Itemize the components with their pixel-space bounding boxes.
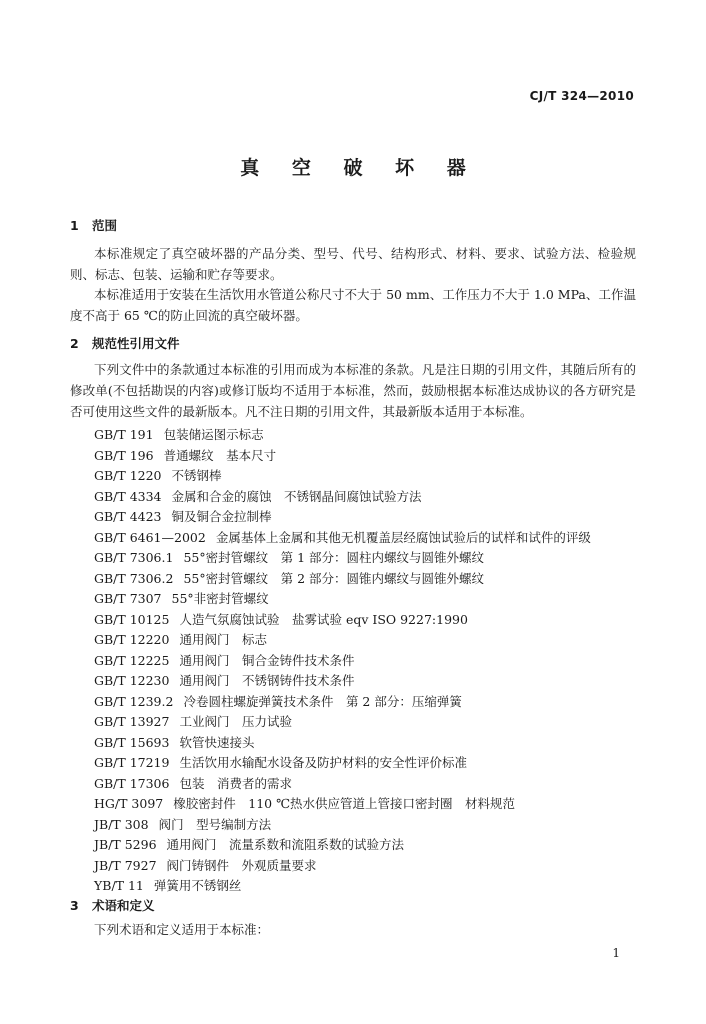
- reference-title: 55°密封管螺纹 第 1 部分：圆柱内螺纹与圆锥外螺纹: [183, 550, 484, 565]
- reference-title: 普通螺纹 基本尺寸: [163, 447, 277, 463]
- reference-item: [94, 446, 591, 467]
- reference-title: 55°密封管螺纹 第 2 部分：圆锥内螺纹与圆锥外螺纹: [183, 570, 484, 586]
- section-title: 范围: [92, 218, 118, 233]
- reference-title: 铜及铜合金拉制棒: [171, 509, 272, 524]
- reference-item: [94, 569, 591, 590]
- reference-code: GB/T 13927: [94, 714, 170, 729]
- section-1-heading: [70, 216, 117, 234]
- section-2-heading: [70, 334, 180, 352]
- reference-code: JB/T 308: [94, 816, 149, 832]
- reference-code: YB/T 11: [94, 878, 144, 893]
- reference-code: GB/T 12230: [94, 673, 170, 688]
- reference-code: GB/T 7306.1: [94, 550, 174, 565]
- reference-title: 包装储运图示标志: [163, 427, 264, 442]
- reference-code: GB/T 1239.2: [94, 693, 174, 709]
- section-title: 规范性引用文件: [92, 336, 180, 351]
- reference-item: [94, 671, 591, 692]
- reference-code: GB/T 17219: [94, 755, 170, 770]
- reference-code: GB/T 6461—2002: [94, 529, 206, 545]
- section-title: 术语和定义: [92, 898, 155, 913]
- section-2-paragraph-1: 下列文件中的条款通过本标准的引用而成为本标准的条款。凡是注日期的引用文件，其随后所有的修改单(不包括勘误的内容)或修订版均不适用于本标准，然而，鼓励根据本标准达成协议的各方研究是否可使用这些文件的最新版本。凡不注日期的引用文件，其最新版本适用于本标准。: [70, 362, 636, 419]
- reference-code: GB/T 15693: [94, 734, 170, 750]
- reference-title: 通用阀门 铜合金铸件技术条件: [179, 652, 355, 668]
- reference-code: GB/T 12220: [94, 632, 170, 647]
- reference-title: 包装 消费者的需求: [179, 775, 292, 791]
- reference-item: [94, 774, 591, 795]
- reference-code: GB/T 4334: [94, 488, 162, 504]
- reference-code: GB/T 7307: [94, 591, 162, 606]
- reference-code: GB/T 1220: [94, 468, 162, 483]
- reference-code: JB/T 7927: [94, 857, 157, 873]
- reference-item: [94, 753, 591, 774]
- reference-item: [94, 610, 591, 631]
- reference-item: [94, 876, 591, 897]
- reference-code: GB/T 12225: [94, 652, 170, 668]
- reference-item: [94, 425, 591, 446]
- reference-item: [94, 692, 591, 713]
- reference-item: [94, 733, 591, 754]
- reference-code: HG/T 3097: [94, 796, 164, 811]
- reference-title: 金属基体上金属和其他无机覆盖层经腐蚀试验后的试样和试件的评级: [215, 529, 591, 545]
- reference-item: [94, 589, 591, 610]
- reference-item: [94, 835, 591, 856]
- reference-item: [94, 507, 591, 528]
- section-3-paragraph-1: 下列术语和定义适用于本标准：: [94, 922, 270, 937]
- section-1-paragraph-2: 本标准适用于安装在生活饮用水管道公称尺寸不大于 50 mm、工作压力不大于 1.0 MPa、工作温度不高于 65 ℃的防止回流的真空破坏器。: [70, 287, 636, 323]
- reference-title: 软管快速接头: [179, 734, 255, 750]
- reference-item: [94, 466, 591, 487]
- standard-code: CJ/T 324—2010: [529, 89, 634, 103]
- reference-title: 不锈钢棒: [171, 468, 222, 483]
- document-title: 真 空 破 坏 器: [240, 157, 479, 179]
- reference-code: JB/T 5296: [94, 837, 157, 852]
- page-number: 1: [612, 946, 620, 960]
- section-3-heading: [70, 896, 155, 914]
- reference-item: [94, 856, 591, 877]
- reference-title: 生活饮用水输配水设备及防护材料的安全性评价标准: [179, 755, 467, 770]
- reference-title: 人造气氛腐蚀试验 盐雾试验 eqv ISO 9227:1990: [179, 611, 468, 627]
- reference-title: 通用阀门 不锈钢铸件技术条件: [179, 673, 355, 688]
- reference-code: GB/T 17306: [94, 775, 170, 791]
- reference-title: 55°非密封管螺纹: [171, 591, 269, 606]
- normative-reference-list: [94, 425, 591, 897]
- reference-title: 冷卷圆柱螺旋弹簧技术条件 第 2 部分：压缩弹簧: [183, 693, 462, 709]
- reference-item: [94, 712, 591, 733]
- reference-title: 阀门 型号编制方法: [158, 816, 272, 832]
- reference-title: 通用阀门 标志: [179, 632, 267, 647]
- reference-item: [94, 651, 591, 672]
- reference-item: [94, 548, 591, 569]
- reference-code: GB/T 191: [94, 427, 154, 442]
- reference-title: 阀门铸钢件 外观质量要求: [166, 857, 317, 873]
- reference-title: 金属和合金的腐蚀 不锈钢晶间腐蚀试验方法: [171, 488, 422, 504]
- reference-code: GB/T 10125: [94, 611, 170, 627]
- section-1-paragraph-1: 本标准规定了真空破坏器的产品分类、型号、代号、结构形式、材料、要求、试验方法、检验规则、标志、包装、运输和贮存等要求。: [70, 246, 636, 282]
- reference-title: 弹簧用不锈钢丝: [153, 878, 242, 893]
- reference-code: GB/T 196: [94, 447, 154, 463]
- reference-item: [94, 630, 591, 651]
- reference-code: GB/T 4423: [94, 509, 162, 524]
- reference-item: [94, 487, 591, 508]
- reference-title: 橡胶密封件 110 ℃热水供应管道上管接口密封圈 材料规范: [173, 796, 516, 811]
- section-number: 3: [70, 898, 79, 913]
- reference-title: 工业阀门 压力试验: [179, 714, 292, 729]
- reference-item: [94, 794, 591, 815]
- reference-title: 通用阀门 流量系数和流阻系数的试验方法: [166, 837, 405, 852]
- reference-item: [94, 815, 591, 836]
- reference-item: [94, 528, 591, 549]
- section-number: 1: [70, 218, 79, 233]
- reference-code: GB/T 7306.2: [94, 570, 174, 586]
- section-number: 2: [70, 336, 79, 351]
